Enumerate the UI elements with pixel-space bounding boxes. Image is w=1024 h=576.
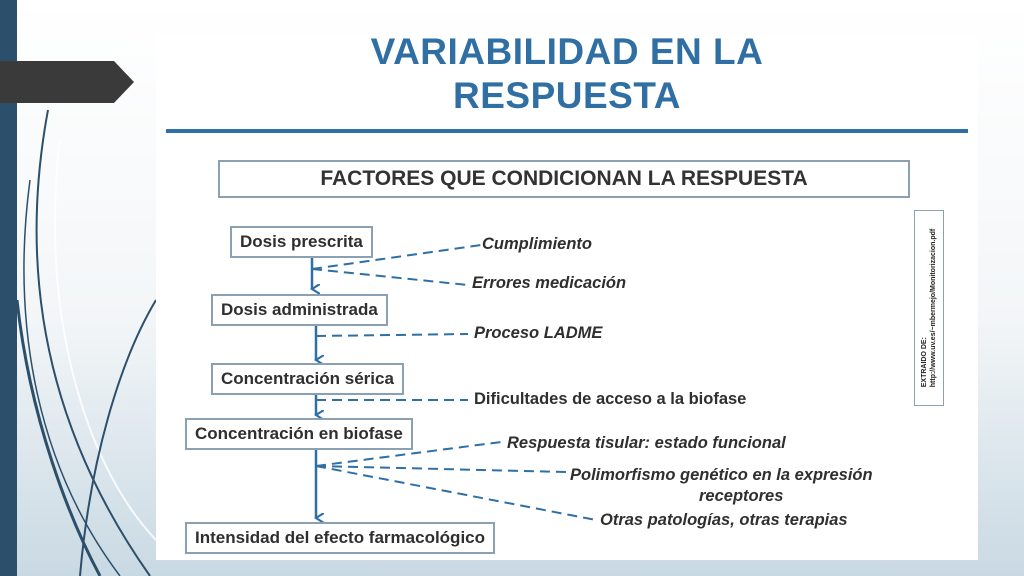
factor-proceso-ladme: Proceso LADME — [474, 324, 603, 342]
factor-polimorfismo-line2: receptores — [699, 487, 784, 505]
factor-otras-patologias: Otras patologías, otras terapias — [600, 511, 848, 529]
factor-cumplimiento: Cumplimiento — [482, 235, 592, 253]
source-label: EXTRAIDO DE: — [921, 337, 928, 388]
source-citation-box — [914, 210, 944, 406]
slide-title-line2: RESPUESTA — [453, 75, 681, 116]
arrow-tab-decoration — [0, 61, 134, 103]
factor-errores-medicacion: Errores medicación — [472, 274, 627, 292]
slide-content — [156, 31, 978, 560]
source-citation-text — [920, 229, 938, 387]
step-intensidad-efecto: Intensidad del efecto farmacológico — [185, 522, 495, 554]
step-dosis-prescrita: Dosis prescrita — [230, 226, 373, 258]
factor-respuesta-tisular: Respuesta tisular: estado funcional — [507, 434, 786, 452]
step-concentracion-biofase: Concentración en biofase — [185, 418, 413, 450]
step-dosis-administrada: Dosis administrada — [211, 294, 388, 326]
source-url: http://www.uv.es/~mbermejo/Monitorizacion.pdf — [930, 228, 937, 388]
factor-acceso-biofase: Dificultades de acceso a la biofase — [474, 390, 747, 408]
factors-header-box: FACTORES QUE CONDICIONAN LA RESPUESTA — [218, 160, 910, 198]
factor-polimorfismo-line1: Polimorfismo genético en la expresión — [570, 466, 873, 484]
step-concentracion-serica: Concentración sérica — [211, 363, 404, 395]
slide-title-line1: VARIABILIDAD EN LA — [370, 31, 764, 72]
